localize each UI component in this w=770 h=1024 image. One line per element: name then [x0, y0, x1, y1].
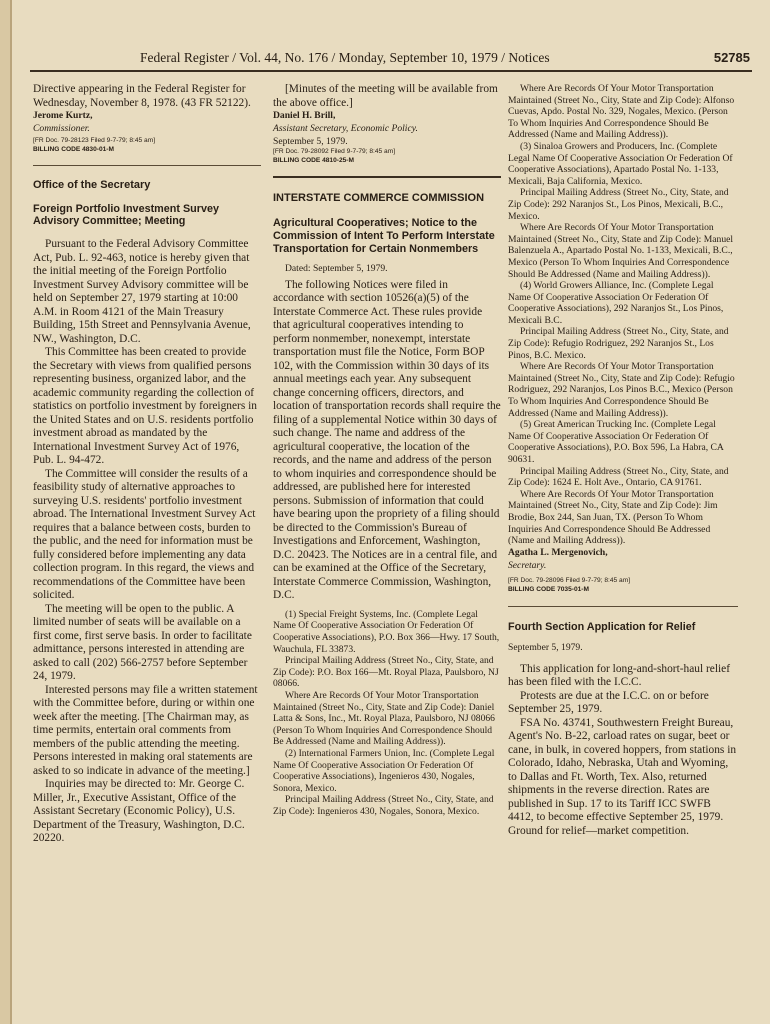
- cooperative-entry: (3) Sinaloa Growers and Producers, Inc. (Complete Legal Name Of Cooperative Association Or Federation Of Cooperative Associations), Apartado Postal No. 1-133, Mexicali, Baja California, Mexico.: [508, 140, 733, 187]
- running-header: [30, 48, 750, 68]
- fr-doc-line: [FR Doc. 79-28096 Filed 9-7-79; 8:45 am]: [508, 576, 631, 584]
- header-rule: [30, 70, 752, 72]
- cooperative-entry: (1) Special Freight Systems, Inc. (Complete Legal Name Of Cooperative Association Or Federation Of Cooperative Associations), P.O. Box 366—Hwy. 17 South, Wauchula, FL 33873.: [273, 608, 500, 655]
- billing-code: BILLING CODE 4810-25-M: [273, 157, 354, 165]
- signer-name: Daniel H. Brill,: [273, 110, 336, 121]
- paragraph: Pursuant to the Federal Advisory Committee Act, Pub. L. 92-463, notice is hereby given that the initial meeting of the Foreign Portfolio Investment Survey Advisory committee will be held on September 27, 1979 starting at 10:00 A.M. in Room 4121 of the Main Treasury Building, 15th Street and Pennsylvania Avenue, NW., Washington, D.C.: [33, 238, 251, 345]
- notice-date: September 5, 1979.: [508, 642, 583, 654]
- signer-name: Agatha L. Mergenovich,: [508, 546, 608, 558]
- cooperative-entry: Principal Mailing Address (Street No., City, State, and Zip Code): P.O. Box 166—Mt. Royal Plaza, Paulsboro, NJ 08066.: [273, 655, 499, 690]
- page-number: 52785: [713, 50, 750, 65]
- paragraph: Protests are due at the I.C.C. on or before September 25, 1979.: [508, 689, 709, 716]
- notice-dated: Dated: September 5, 1979.: [285, 263, 388, 275]
- cooperative-entry: (4) World Growers Alliance, Inc. (Complete Legal Name Of Cooperative Association Or Federation Of Cooperative Associations), 292 Naranjos St., Los Pinos, Mexicali B.C.: [508, 280, 724, 326]
- column-3: [508, 80, 738, 838]
- billing-code: BILLING CODE 4830-01-M: [33, 145, 114, 153]
- paragraph: The meeting will be open to the public. A limited number of seats will be available on a first come, first serve basis. In order to facilitate admittance, persons interested in attending are asked to call (202) 566-2757 before September 24, 1979.: [33, 602, 252, 682]
- header-title: Federal Register / Vol. 44, No. 176 / Monday, September 10, 1979 / Notices: [140, 50, 550, 65]
- cooperative-entry: Where Are Records Of Your Motor Transportation Maintained (Street No., City, State and Zip Code): Manuel Balenzuela A., Apartado Postal No. 1-133, Mexicali, B.C., Mexico (Person To Whom Inquiries And Correspondence Should Be Addressed (Name and Mailing Address)).: [508, 222, 734, 280]
- cooperative-entry: Where Are Records Of Your Motor Transportation Maintained (Street No., City, State and Zip Code): Alfonso Cuevas, Apdo. Postal No. 329, Nogales, Mexico. (Person To Whom Inquiries And Correspondence Should Be Addressed (Name and Mailing Address)).: [508, 83, 735, 141]
- agency-heading: Office of the Secretary: [33, 178, 151, 191]
- notice-title: Foreign Portfolio Investment Survey Advisory Committee; Meeting: [33, 202, 219, 228]
- notice-title: Agricultural Cooperatives; Notice to the Commission of Intent To Perform Interstate Transportation for Certain Nonmembers: [273, 217, 495, 255]
- cooperative-entry: Where Are Records Of Your Motor Transportation Maintained (Street No., City, State and Zip Code): Jim Brodie, Box 244, San Juan, TX. (Person To Whom Inquiries And Correspondence Should Be Addressed (Name and Mailing Address)).: [508, 488, 718, 547]
- paragraph: FSA No. 43741, Southwestern Freight Bureau, Agent's No. B-22, carload rates on sugar, beet or cane, in bulk, in covered hoppers, from stations in Colorado, Idaho, Nebraska, Utah and Wyoming, to Dallas and Ft. Worth, Tex. Also, returned shipments in the reverse direction. Rates are published in Sup. 17 to its Tariff ICC SWFB 4412, to become effective September 25, 1979. Ground for relief—market competition.: [508, 716, 737, 837]
- paragraph: This application for long-and-short-haul relief has been filed with the I.C.C.: [508, 662, 731, 689]
- paragraph: Interested persons may file a written statement with the Committee before, during or within one week after the meeting. [The Chairman may, as time permits, entertain oral comments from members of the public attending the meeting. Persons interested in making oral statements are asked to so indicate in advance of the meeting.]: [33, 683, 258, 777]
- cooperative-entry: Where Are Records Of Your Motor Transportation Maintained (Street No., City, State and Zip Code): Refugio Rodriguez, 292 Naranjos, Los Pinos B.C., Mexico (Person To Whom Inquiries And Correspondence Should Be Addressed (Name and Mailing Address)).: [508, 361, 735, 419]
- cooperative-entry: Principal Mailing Address (Street No., City, State, and Zip Code): Ingenieros 430, Nogales, Sonora, Mexico.: [273, 794, 494, 817]
- cooperative-entry: Where Are Records Of Your Motor Transportation Maintained (Street No., City, State and Zip Code): Daniel Latta & Sons, Inc., Mt. Royal Plaza, Paulsboro, NJ 08066 (Person To Whom Inquiries And Correspondence Should Be Addressed (Name and Mailing Address)).: [273, 689, 495, 748]
- cooperative-entry: Principal Mailing Address (Street No., City, State, and Zip Code): 292 Naranjos St., Los Pinos, Mexicali, B.C., Mexico.: [508, 187, 729, 222]
- paragraph: The following Notices were filed in accordance with section 10526(a)(5) of the Interstate Commerce Act. These rules provide that agricultural cooperatives intending to perform nonmember, nonexempt, interstate transportation must file the Notice, Form BOP 102, with the Commission within 30 days of its annual meetings each year. Any subsequent change concerning officers, directors, and location of transportation records shall require the filing of a supplemental Notice within 30 days of such change. The name and address of the agricultural cooperative, the location of the records, and the name and address of the person to whom inquiries and correspondence should be addressed, are published here for interested persons. Submission of information that could have bearing upon the propriety of a filing should be directed to the Commission's Bureau of Investigations and Enforcement, Washington, D.C. 20423. The Notices are in a central file, and can be examined at the Office of the Secretary, Interstate Commerce Commission, Washington, D.C.: [273, 278, 501, 602]
- cooperative-entry: Principal Mailing Address (Street No., City, State, and Zip Code): 1624 E. Holt Ave., Ontario, CA 91761.: [508, 465, 729, 489]
- notice-title: Fourth Section Application for Relief: [508, 620, 696, 633]
- signature-date: September 5, 1979.: [273, 135, 348, 147]
- signer-title: Secretary.: [508, 559, 547, 571]
- treasury-intro: Directive appearing in the Federal Register for Wednesday, November 8, 1978. (43 FR 52122).: [33, 83, 251, 109]
- signer-title: Assistant Secretary, Economic Policy.: [273, 122, 418, 134]
- section-divider: [508, 606, 738, 607]
- treasury-minutes-note: [Minutes of the meeting will be available from the above office.]: [273, 83, 498, 109]
- signer-name: Jerome Kurtz,: [33, 110, 93, 121]
- cooperative-entry: (2) International Farmers Union, Inc. (Complete Legal Name Of Cooperative Association Or Federation Of Cooperative Associations), Ingenieros 430, Nogales, Sonora, Mexico.: [273, 747, 495, 794]
- billing-code: BILLING CODE 7035-01-M: [508, 585, 589, 593]
- cooperative-entry: Principal Mailing Address (Street No., City, State, and Zip Code): Refugio Rodriguez, 292 Naranjos St., Los Pinos, B.C. Mexico.: [508, 326, 729, 361]
- fr-doc-line: [FR Doc. 79-28123 Filed 9-7-79; 8:45 am]: [33, 136, 156, 144]
- section-divider: [273, 176, 501, 178]
- paragraph: Inquiries may be directed to: Mr. George C. Miller, Jr., Executive Assistant, Office of the Assistant Secretary (Economic Policy), U.S. Department of the Treasury, Washington, D.C. 20220.: [33, 778, 245, 844]
- agency-heading: INTERSTATE COMMERCE COMMISSION: [273, 192, 485, 205]
- cooperative-entry: (5) Great American Trucking Inc. (Complete Legal Name Of Cooperative Association Or Federation Of Cooperative Associations), P.O. Box 596, La Habra, CA 90631.: [508, 419, 724, 465]
- paragraph: The Committee will consider the results of a feasibility study of alternative approaches to surveying U.S. residents' portfolio investment abroad. The International Investment Survey Act requires that a balance between costs, burden to the public, and the need for information must be fully considered before implementing any data collection program. In this regard, the views and recommendations of the Committee have been solicited.: [33, 467, 256, 601]
- column-2: [273, 80, 501, 817]
- paragraph: This Committee has been created to provide the Secretary with views from qualified persons representing business, organized labor, and the academic community regarding the collection of statistics on portfolio investment by foreigners in the United States and on U.S. residents portfolio investment abroad as mandated by the International Investment Survey Act of 1976, Pub. L. 94-472.: [33, 346, 257, 466]
- section-divider: [33, 165, 261, 166]
- signer-title: Commissioner.: [33, 122, 90, 134]
- fr-doc-line: [FR Doc. 79-28092 Filed 9-7-79; 8:45 am]: [273, 148, 396, 156]
- column-1: [33, 80, 261, 846]
